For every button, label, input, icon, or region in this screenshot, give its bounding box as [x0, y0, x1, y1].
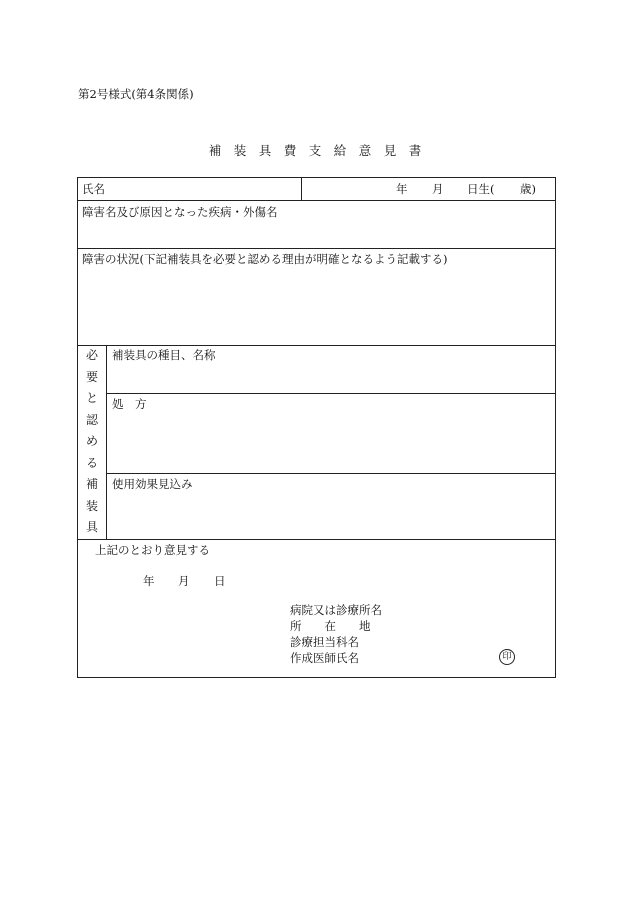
address-label: 所 在 地: [290, 619, 371, 633]
row-divider: [77, 539, 556, 540]
name-divider: [301, 177, 302, 200]
department-label: 診療担当科名: [290, 635, 359, 649]
prescription-label: 処 方: [112, 397, 147, 411]
birth-month-label: 月: [432, 182, 444, 196]
required-device-vertical-label: 必 要 と 認 め る 補 装 具: [85, 348, 98, 534]
age-label: 歳): [520, 182, 536, 196]
row-divider: [106, 473, 556, 474]
name-label: 氏名: [82, 182, 105, 196]
hospital-label: 病院又は診療所名: [290, 603, 382, 617]
birth-year-label: 年: [396, 182, 408, 196]
disability-status-label: 障害の状況(下記補装具を必要と認める理由が明確となるよう記載する): [82, 252, 448, 266]
birth-day-label: 日生(: [467, 182, 495, 196]
form-number: 第2号様式(第4条関係): [78, 87, 194, 101]
form-title: 補 装 具 費 支 給 意 見 書: [208, 143, 422, 158]
row-divider: [77, 248, 556, 249]
row-divider: [106, 393, 556, 394]
seal-mark: 印: [499, 649, 515, 665]
device-type-label: 補装具の種目、名称: [112, 348, 216, 362]
date-month-label: 月: [178, 574, 190, 588]
doctor-label: 作成医師氏名: [290, 651, 359, 665]
row-divider: [77, 200, 556, 201]
row-divider: [77, 345, 556, 346]
date-day-label: 日: [214, 574, 226, 588]
expected-effect-label: 使用効果見込み: [112, 477, 193, 491]
device-column-divider: [106, 345, 107, 539]
opinion-statement: 上記のとおり意見する: [95, 543, 210, 557]
disability-name-label: 障害名及び原因となった疾病・外傷名: [82, 205, 278, 219]
date-year-label: 年: [143, 574, 155, 588]
